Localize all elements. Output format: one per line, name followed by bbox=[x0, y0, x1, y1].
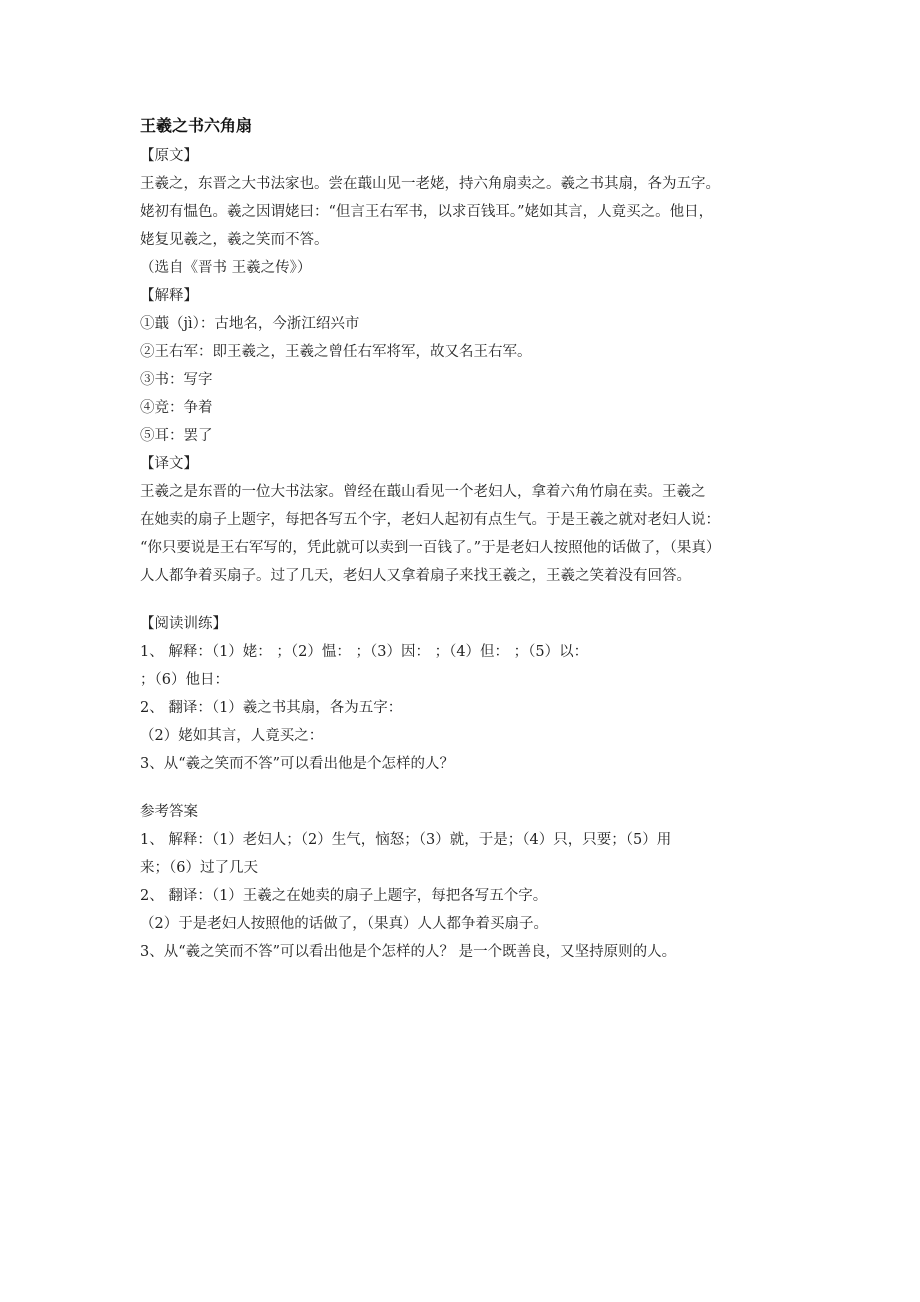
note-item-2: ②王右军：即王羲之，王羲之曾任右军将军，故又名王右军。 bbox=[140, 344, 532, 360]
answer-line-4: （2）于是老妇人按照他的话做了，（果真）人人都争着买扇子。 bbox=[140, 916, 548, 932]
original-line-1: 王羲之，东晋之大书法家也。尝在蕺山见一老姥，持六角扇卖之。羲之书其扇，各为五字。 bbox=[140, 176, 720, 192]
exercise-line-5: 3、从“羲之笑而不答”可以看出他是个怎样的人？ bbox=[140, 756, 455, 772]
original-heading: 【原文】 bbox=[140, 148, 198, 164]
original-line-3: 姥复见羲之，羲之笑而不答。 bbox=[140, 232, 329, 248]
translation-line-2: 在她卖的扇子上题字，每把各写五个字，老妇人起初有点生气。于是王羲之就对老妇人说： bbox=[140, 512, 720, 528]
translation-line-1: 王羲之是东晋的一位大书法家。曾经在蕺山看见一个老妇人，拿着六角竹扇在卖。王羲之 bbox=[140, 484, 706, 500]
original-source: （选自《晋书 王羲之传》） bbox=[140, 260, 312, 276]
answer-line-5: 3、从“羲之笑而不答”可以看出他是个怎样的人？ 是一个既善良，又坚持原则的人。 bbox=[140, 944, 677, 960]
exercise-heading: 【阅读训练】 bbox=[140, 616, 227, 632]
notes-heading: 【解释】 bbox=[140, 288, 198, 304]
translation-line-4: 人人都争着买扇子。过了几天，老妇人又拿着扇子来找王羲之，王羲之笑着没有回答。 bbox=[140, 568, 691, 584]
exercise-line-2: ；（6）他日： bbox=[140, 672, 229, 688]
original-line-2: 姥初有愠色。羲之因谓姥曰：“但言王右军书，以求百钱耳。”姥如其言，人竟买之。他日， bbox=[140, 204, 714, 220]
document-title: 王羲之书六角扇 bbox=[140, 116, 253, 135]
answers-heading: 参考答案 bbox=[140, 804, 198, 820]
answer-line-3: 2、 翻译：（1）王羲之在她卖的扇子上题字，每把各写五个字。 bbox=[140, 888, 548, 904]
note-item-5: ⑤耳：罢了 bbox=[140, 428, 213, 444]
translation-heading: 【译文】 bbox=[140, 456, 198, 472]
section-spacer bbox=[140, 590, 790, 610]
document-page bbox=[140, 114, 790, 966]
translation-line-3: “你只要说是王右军写的，凭此就可以卖到一百钱了。”于是老妇人按照他的话做了，（果真） bbox=[140, 540, 721, 556]
section-spacer bbox=[140, 778, 790, 798]
note-item-4: ④竞：争着 bbox=[140, 400, 213, 416]
answer-line-2: 来；（6）过了几天 bbox=[140, 860, 258, 876]
note-item-1: ①蕺（jì）：古地名，今浙江绍兴市 bbox=[140, 316, 360, 332]
exercise-line-4: （2）姥如其言，人竟买之： bbox=[140, 728, 324, 744]
note-item-3: ③书：写字 bbox=[140, 372, 213, 388]
exercise-line-1: 1、 解释：（1）姥： ；（2）愠： ；（3）因： ；（4）但： ；（5）以： bbox=[140, 644, 589, 660]
answer-line-1: 1、 解释：（1）老妇人；（2）生气，恼怒；（3）就，于是；（4）只，只要；（5）用 bbox=[140, 832, 672, 848]
exercise-line-3: 2、 翻译：（1）羲之书其扇，各为五字： bbox=[140, 700, 403, 716]
